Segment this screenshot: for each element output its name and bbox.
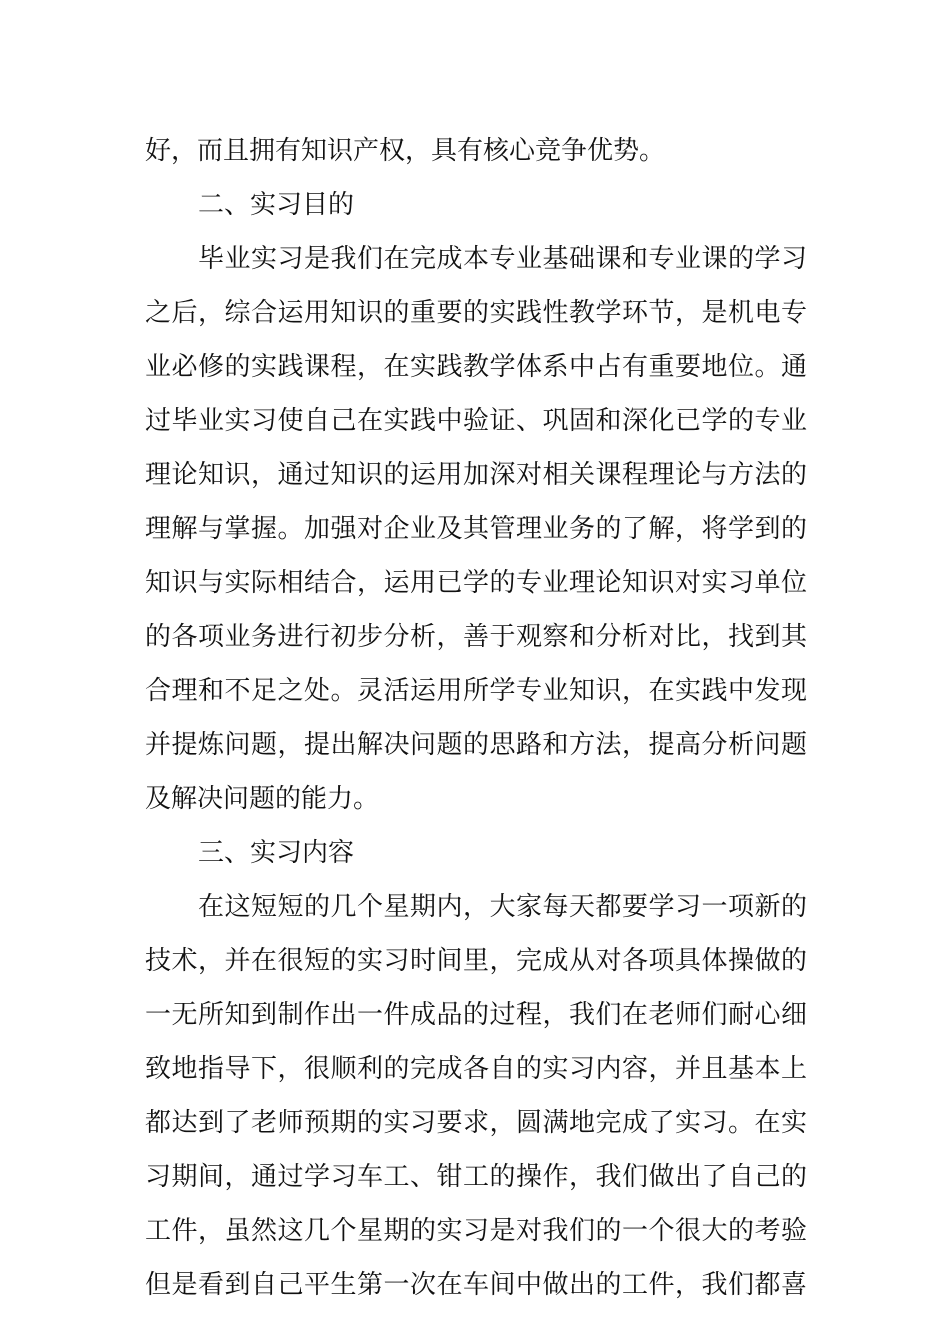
paragraph-line: 好，而且拥有知识产权，具有核心竞争优势。 [145,136,666,166]
paragraph-line: 技术，并在很短的实习时间里，完成从对各项具体操做的 [145,946,807,976]
paragraph-line: 合理和不足之处。灵活运用所学专业知识，在实践中发现 [145,676,807,706]
paragraph-line: 理解与掌握。加强对企业及其管理业务的了解，将学到的 [145,514,807,544]
paragraph-line: 理论知识，通过知识的运用加深对相关课程理论与方法的 [145,460,807,490]
section-heading: 二、实习目的 [198,190,355,220]
section-heading: 三、实习内容 [198,838,355,868]
paragraph-line: 之后，综合运用知识的重要的实践性教学环节，是机电专 [145,298,807,328]
paragraph-line: 习期间，通过学习车工、钳工的操作，我们做出了自己的 [145,1162,807,1192]
paragraph-line: 知识与实际相结合，运用已学的专业理论知识对实习单位 [145,568,807,598]
paragraph-line: 业必修的实践课程，在实践教学体系中占有重要地位。通 [145,352,807,382]
paragraph-line: 及解决问题的能力。 [145,784,380,814]
paragraph-line: 都达到了老师预期的实习要求，圆满地完成了实习。在实 [145,1108,807,1138]
paragraph-line: 在这短短的几个星期内，大家每天都要学习一项新的 [198,892,807,922]
paragraph-line: 一无所知到制作出一件成品的过程，我们在老师们耐心细 [145,1000,807,1030]
paragraph-line: 工件，虽然这几个星期的实习是对我们的一个很大的考验 [145,1216,807,1246]
paragraph-line: 但是看到自己平生第一次在车间中做出的工件，我们都喜 [145,1270,807,1300]
paragraph-line: 并提炼问题，提出解决问题的思路和方法，提高分析问题 [145,730,807,760]
paragraph-line: 毕业实习是我们在完成本专业基础课和专业课的学习 [198,244,807,274]
paragraph-line: 过毕业实习使自己在实践中验证、巩固和深化已学的专业 [145,406,807,436]
paragraph-line: 致地指导下，很顺利的完成各自的实习内容，并且基本上 [145,1054,807,1084]
paragraph-line: 的各项业务进行初步分析，善于观察和分析对比，找到其 [145,622,807,652]
document-body [145,124,807,1312]
